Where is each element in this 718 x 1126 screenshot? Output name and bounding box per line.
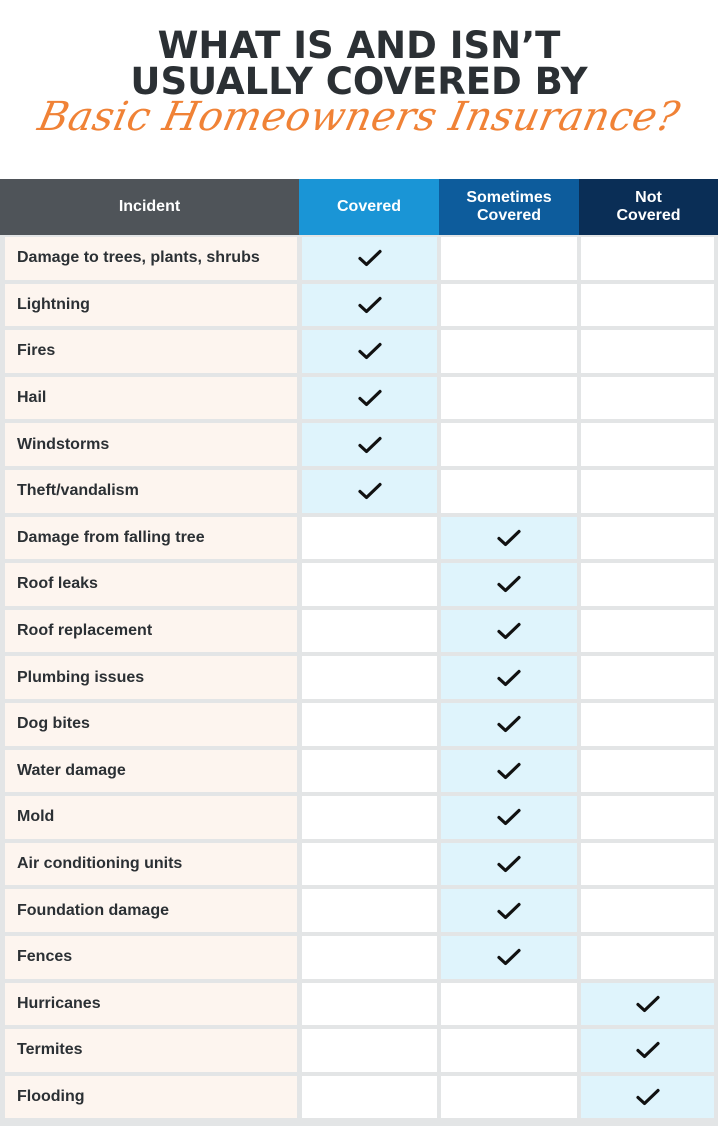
table-row [0,515,718,562]
incident-cell: Foundation damage [5,889,297,932]
covered-cell [302,1029,437,1072]
coverage-table [0,179,718,1126]
sometimes-covered-cell [441,470,577,513]
table-row [0,235,718,282]
not-covered-cell [581,889,714,932]
table-row [0,1027,718,1074]
incident-cell: Water damage [5,750,297,793]
header-not-covered: Not Covered [579,179,718,235]
sometimes-covered-cell [441,1076,577,1119]
incident-cell: Mold [5,796,297,839]
sometimes-covered-cell [441,889,577,932]
table-row [0,282,718,329]
table-row [0,794,718,841]
incident-cell: Theft/vandalism [5,470,297,513]
table-row [0,701,718,748]
incident-cell: Damage to trees, plants, shrubs [5,237,297,280]
sometimes-covered-cell [441,750,577,793]
sometimes-covered-cell [441,237,577,280]
not-covered-cell [581,470,714,513]
not-covered-cell [581,284,714,327]
checkmark-icon [635,1087,661,1107]
not-covered-cell [581,237,714,280]
sometimes-covered-cell [441,423,577,466]
checkmark-icon [357,481,383,501]
checkmark-icon [635,1040,661,1060]
header-incident: Incident [0,179,299,235]
checkmark-icon [357,388,383,408]
checkmark-icon [357,248,383,268]
sometimes-covered-cell [441,377,577,420]
incident-cell: Lightning [5,284,297,327]
not-covered-cell [581,796,714,839]
not-covered-cell [581,423,714,466]
covered-cell [302,330,437,373]
title-script: Basic Homeowners Insurance? [34,94,684,140]
not-covered-cell [581,377,714,420]
not-covered-cell [581,936,714,979]
covered-cell [302,889,437,932]
table-row [0,421,718,468]
covered-cell [302,936,437,979]
checkmark-icon [496,714,522,734]
not-covered-cell [581,843,714,886]
covered-cell [302,610,437,653]
covered-cell [302,423,437,466]
not-covered-cell [581,656,714,699]
sometimes-covered-cell [441,656,577,699]
header-sometimes-covered: Sometimes Covered [439,179,579,235]
checkmark-icon [357,435,383,455]
incident-cell: Hurricanes [5,983,297,1026]
not-covered-cell [581,703,714,746]
covered-cell [302,284,437,327]
sometimes-covered-cell [441,703,577,746]
incident-cell: Termites [5,1029,297,1072]
checkmark-icon [496,761,522,781]
checkmark-icon [496,621,522,641]
not-covered-cell [581,1029,714,1072]
incident-cell: Damage from falling tree [5,517,297,560]
not-covered-cell [581,983,714,1026]
sometimes-covered-cell [441,1029,577,1072]
sometimes-covered-cell [441,796,577,839]
incident-cell: Windstorms [5,423,297,466]
title-line-2: USUALLY COVERED BY [130,60,588,103]
covered-cell [302,843,437,886]
not-covered-cell [581,517,714,560]
table-row [0,468,718,515]
covered-cell [302,563,437,606]
table-row [0,561,718,608]
incident-cell: Flooding [5,1076,297,1119]
checkmark-icon [496,854,522,874]
incident-cell: Plumbing issues [5,656,297,699]
checkmark-icon [496,528,522,548]
sometimes-covered-cell [441,330,577,373]
sometimes-covered-cell [441,843,577,886]
covered-cell [302,703,437,746]
incident-cell: Fences [5,936,297,979]
table-row [0,841,718,888]
checkmark-icon [635,994,661,1014]
not-covered-cell [581,750,714,793]
sometimes-covered-cell [441,983,577,1026]
not-covered-cell [581,610,714,653]
sometimes-covered-cell [441,284,577,327]
covered-cell [302,656,437,699]
table-row [0,375,718,422]
not-covered-cell [581,330,714,373]
checkmark-icon [496,807,522,827]
checkmark-icon [496,668,522,688]
covered-cell [302,517,437,560]
not-covered-cell [581,563,714,606]
checkmark-icon [357,341,383,361]
covered-cell [302,750,437,793]
checkmark-icon [496,947,522,967]
checkmark-icon [496,901,522,921]
covered-cell [302,983,437,1026]
sometimes-covered-cell [441,936,577,979]
sometimes-covered-cell [441,610,577,653]
table-row [0,934,718,981]
incident-cell: Dog bites [5,703,297,746]
checkmark-icon [357,295,383,315]
covered-cell [302,237,437,280]
incident-cell: Air conditioning units [5,843,297,886]
header-covered: Covered [299,179,439,235]
covered-cell [302,796,437,839]
covered-cell [302,377,437,420]
table-row [0,1074,718,1121]
covered-cell [302,1076,437,1119]
incident-cell: Roof leaks [5,563,297,606]
table-row [0,654,718,701]
title-block [0,0,718,180]
not-covered-cell [581,1076,714,1119]
title-line-1: WHAT IS AND ISN’T [157,24,561,67]
table-row [0,748,718,795]
incident-cell: Roof replacement [5,610,297,653]
sometimes-covered-cell [441,563,577,606]
table-row [0,981,718,1028]
checkmark-icon [496,574,522,594]
sometimes-covered-cell [441,517,577,560]
incident-cell: Hail [5,377,297,420]
table-row [0,608,718,655]
table-row [0,887,718,934]
table-row [0,328,718,375]
covered-cell [302,470,437,513]
incident-cell: Fires [5,330,297,373]
